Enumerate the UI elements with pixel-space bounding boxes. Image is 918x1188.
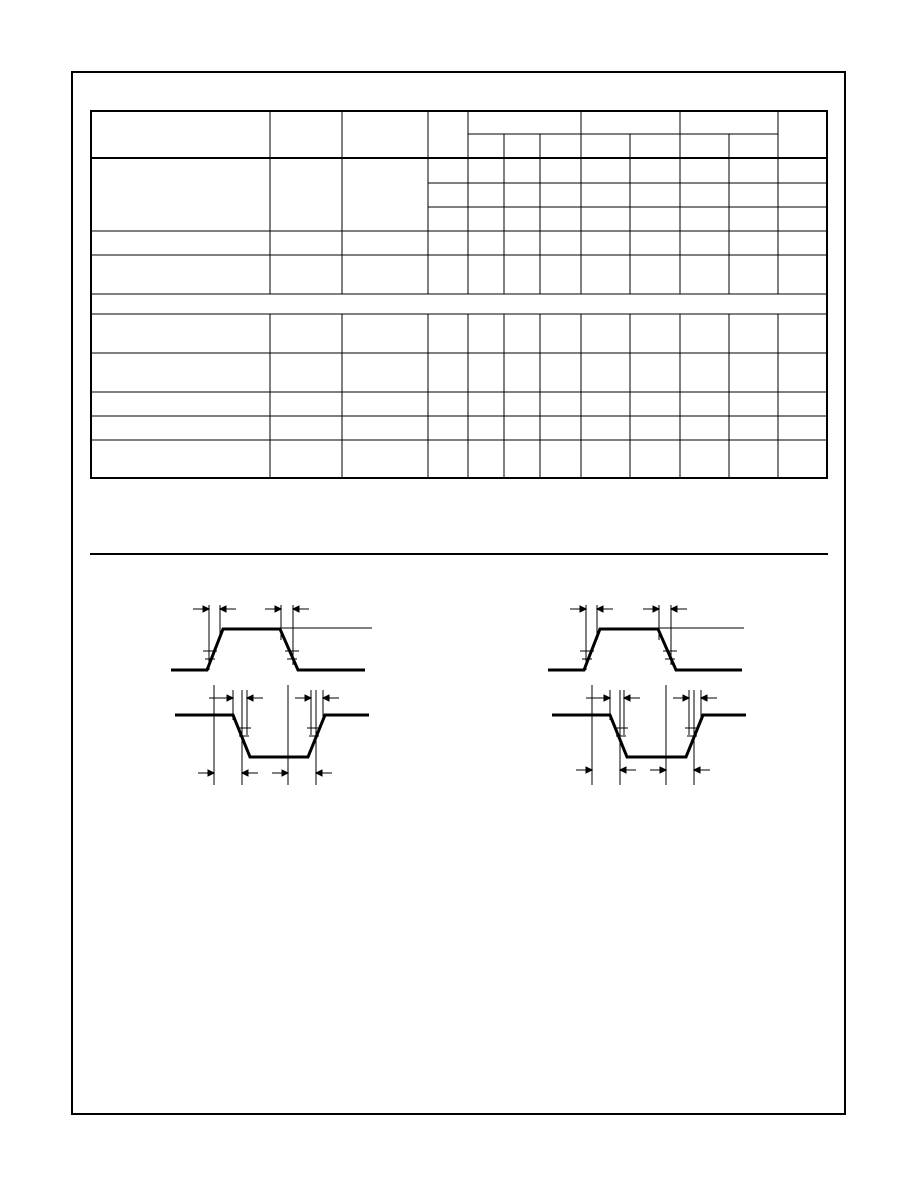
spec-table bbox=[90, 110, 828, 479]
left-waveform bbox=[165, 595, 380, 790]
tick-marks bbox=[580, 651, 699, 736]
upper-trace bbox=[171, 629, 365, 670]
arrows bbox=[193, 606, 339, 776]
tick-marks bbox=[203, 651, 321, 736]
table-rows bbox=[90, 183, 828, 440]
lower-trace bbox=[552, 715, 746, 757]
right-waveform bbox=[540, 595, 755, 790]
section-rule bbox=[90, 553, 828, 555]
upper-trace bbox=[548, 629, 742, 670]
lower-trace bbox=[175, 715, 369, 757]
